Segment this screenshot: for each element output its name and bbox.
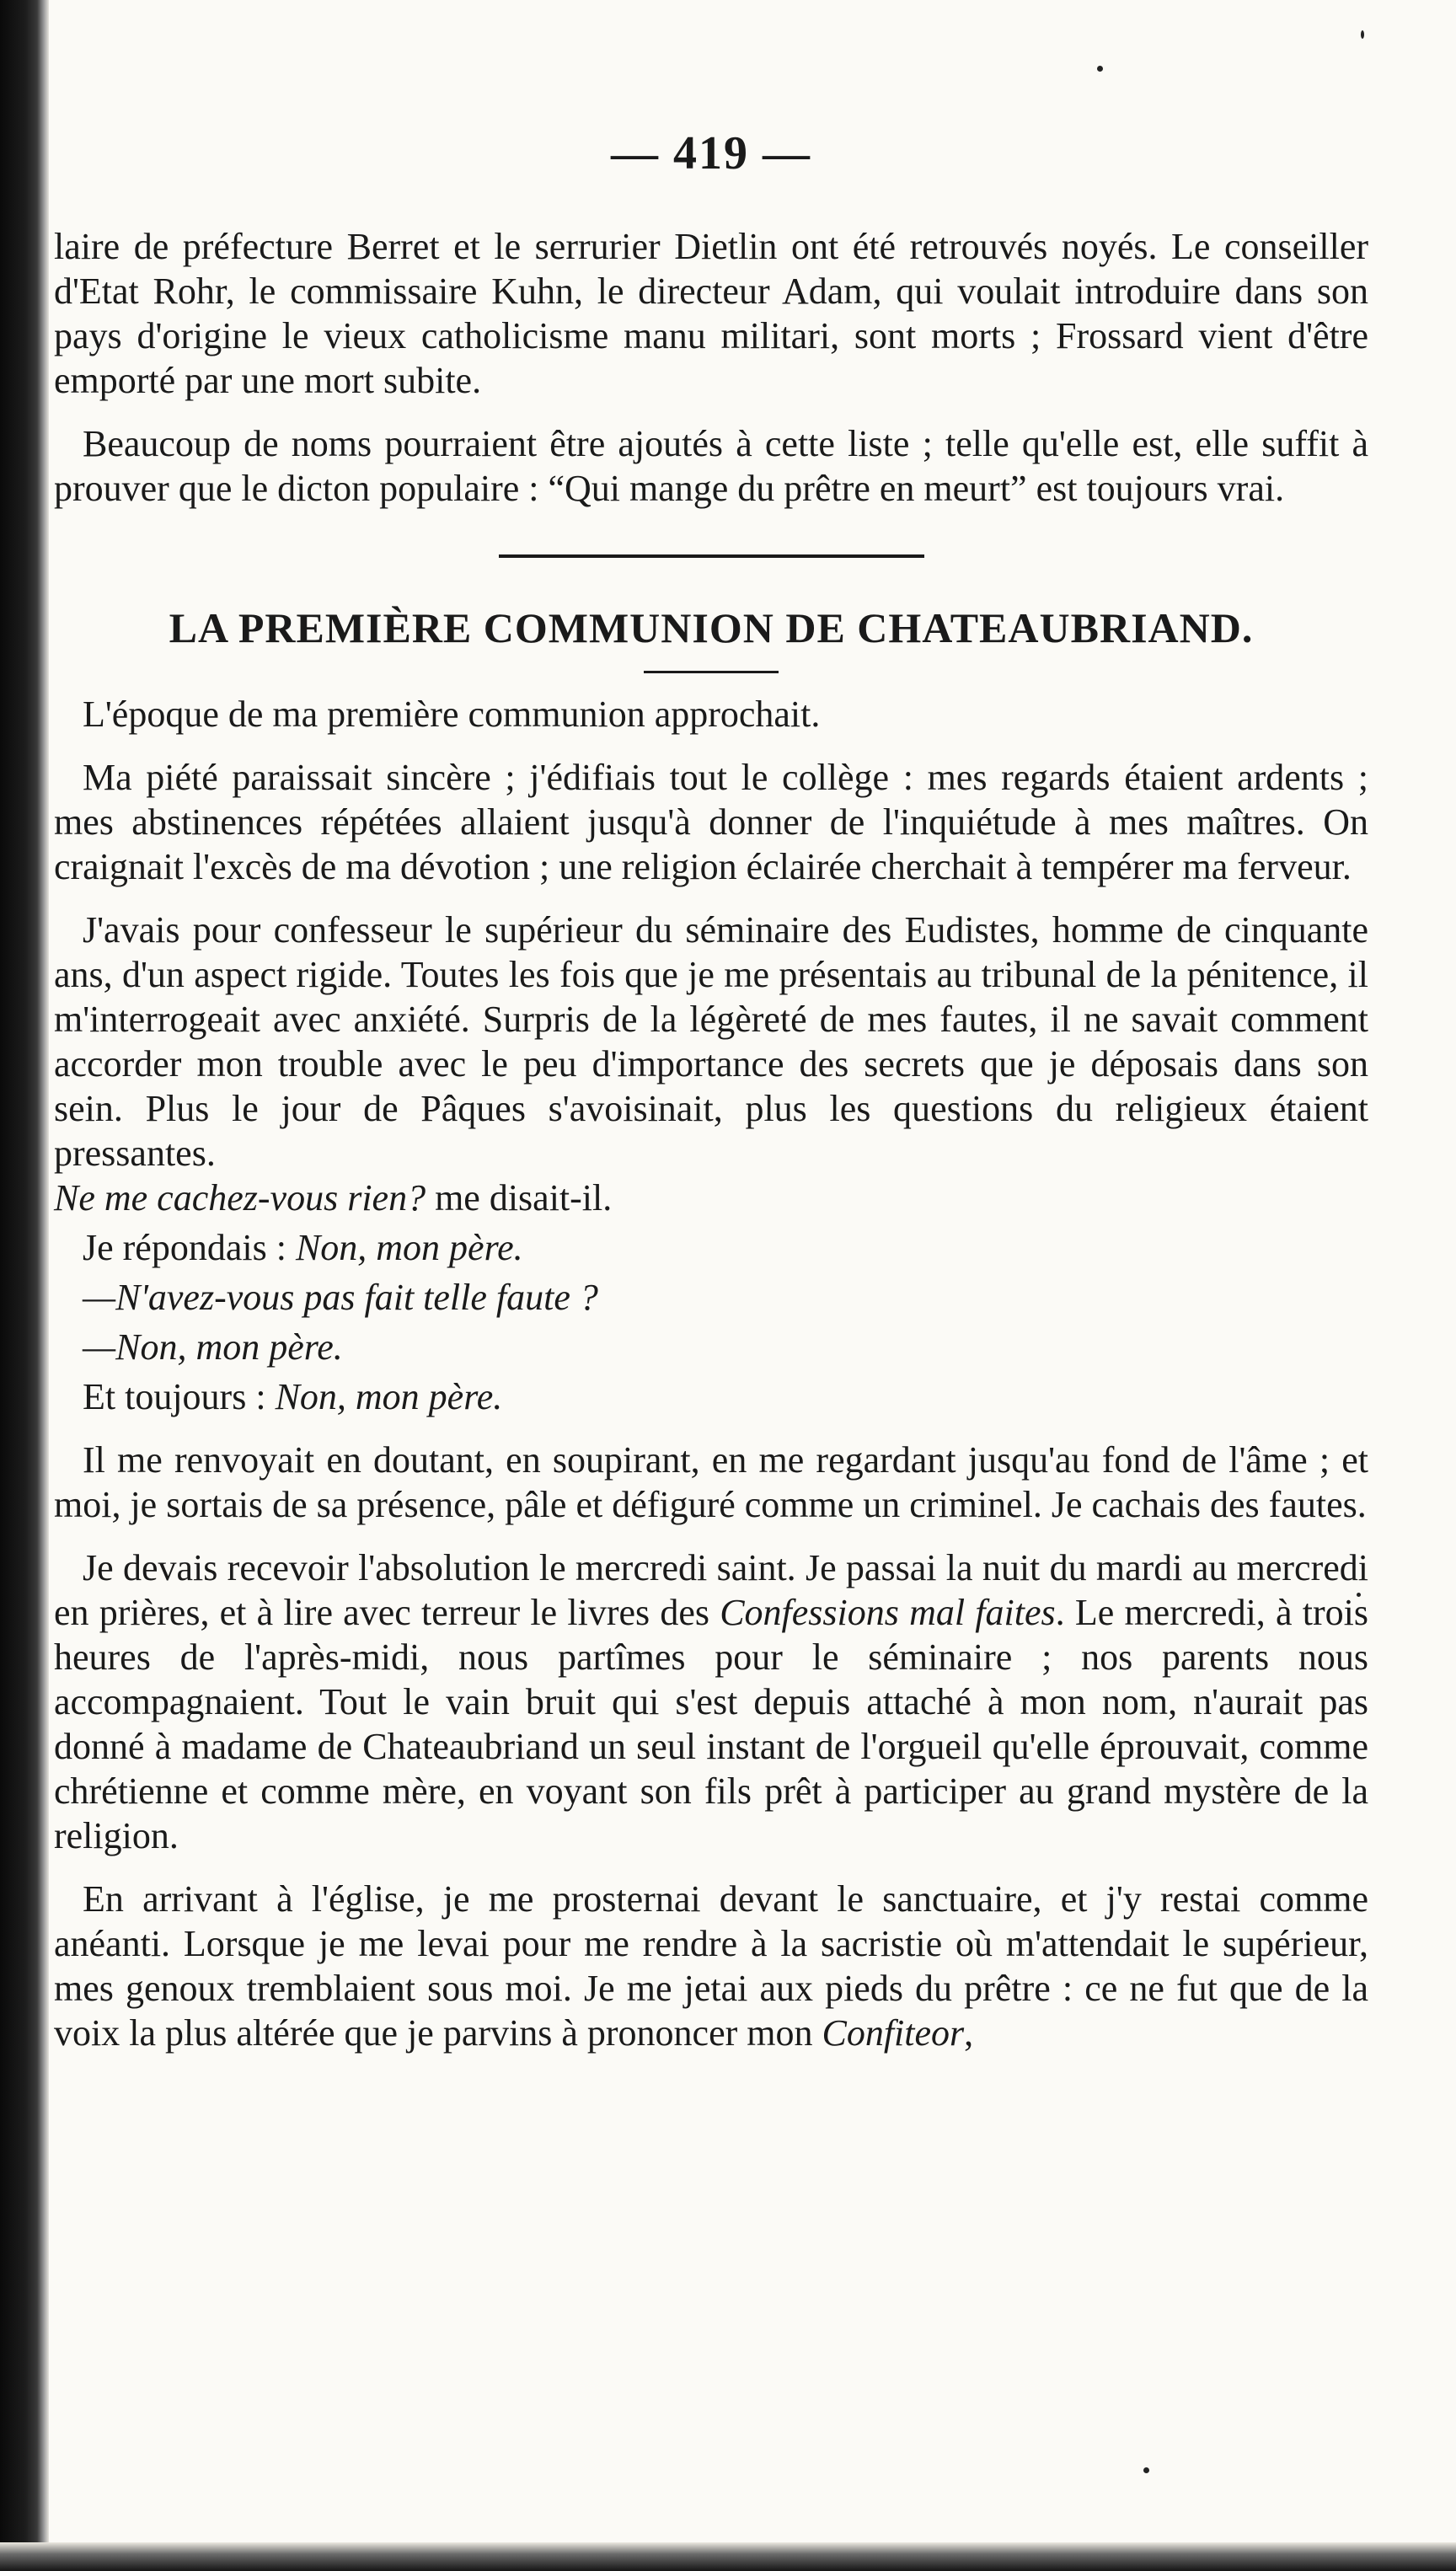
dialogue-line-1 [54,1225,1368,1270]
dialogue-line-1-text: Je répondais : [83,1227,296,1268]
paragraph-6 [54,1545,1368,1858]
dialogue-line-1-answer: Non, mon père. [295,1227,523,1268]
intro-paragraph-1: laire de préfecture Berret et le serrurier Dietlin ont été retrouvés noyés. Le conseiller d'Etat Rohr, le commissaire Kuhn, le directeur Adam, qui voulait introduire dans son pays d'origine le vieux catholicisme manu militari, sont morts ; Frossard vient d'être emporté par une mort subite. [54,226,1368,401]
ink-speck [1097,66,1103,72]
title-underline [644,671,779,673]
paragraph-3-question: Ne me cachez-vous rien? [54,1177,426,1219]
ink-speck [1143,2467,1149,2473]
paragraph-2: Ma piété paraissait sincère ; j'édifiais tout le collège : mes regards étaient ardents ; mes abstinences répétées allaient jusqu'à donner de l'inquiétude à mes maîtres. On craignait l'excès de ma dévotion ; une religion éclairée cherchait à tempérer ma ferveur. [54,757,1368,887]
paragraph-7-text-a: En arrivant à l'église, je me prosternai devant le sanctuaire, et j'y restai comme anéanti. Lorsque je me levai pour me rendre à la sacristie où m'attendait le supérieur, mes genoux tremblaient sous moi. Je me jetai aux pieds du prêtre : ce ne fut que de la voix la plus altérée que je parvins à prononcer mon [54,1878,1368,2054]
dialogue-line-3: —Non, mon père. [83,1326,343,1368]
dialogue-line-2: —N'avez-vous pas fait telle faute ? [83,1277,598,1318]
dialogue-line-4-answer: Non, mon père. [275,1376,503,1417]
page-number: — 419 — [611,127,811,179]
dialogue-line-4-text: Et toujours : [83,1376,276,1417]
paragraph-6-text-a: Je devais recevoir l'absolution le mercredi saint. Je passai la nuit du mardi au mercredi en prières, et à lire avec terreur le livres des [54,1547,1368,1633]
page-bottom-edge [0,2542,1456,2571]
paragraph-1: L'époque de ma première communion approchait. [83,694,821,735]
section-title: LA PREMIÈRE COMMUNION DE CHATEAUBRIAND. [169,604,1254,651]
section-divider [499,554,924,558]
paragraph-7-italic: Confiteor [822,2012,965,2054]
paragraph-6-italic: Confessions mal faites [720,1592,1056,1633]
dialogue-line-4 [54,1374,1368,1419]
paragraph-3 [54,908,1368,1220]
paragraph-7 [54,1877,1368,2055]
paragraph-7-text-b: , [964,2012,974,2054]
paragraph-5: Il me renvoyait en doutant, en soupirant, en me regardant jusqu'au fond de l'âme ; et moi, je sortais de sa présence, pâle et défiguré comme un criminel. Je cachais des fautes. [54,1439,1368,1525]
book-binding-edge [0,0,49,2571]
intro-paragraph-2: Beaucoup de noms pourraient être ajoutés à cette liste ; telle qu'elle est, elle suffit à prouver que le dicton populaire : “Qui mange du prêtre en meurt” est toujours vrai. [54,423,1368,509]
paragraph-3-said: me disait-il. [426,1177,613,1219]
document-page [54,126,1368,2074]
ink-speck [1361,30,1364,39]
paragraph-3-text: J'avais pour confesseur le supérieur du séminaire des Eudistes, homme de cinquante ans, d'un aspect rigide. Toutes les fois que je me présentais au tribunal de la pénitence, il m'interrogeait avec anxiété. Surpris de la légèreté de mes fautes, il ne savait comment accorder mon trouble avec le peu d'importance des secrets que je déposais dans son sein. Plus le jour de Pâques s'avoisinait, plus les questions du religieux étaient pressantes. [54,909,1368,1174]
paragraph-6-text-b: . Le mercredi, à trois heures de l'après-midi, nous partîmes pour le séminaire ; nos parents nous accompagnaient. Tout le vain bruit qui s'est depuis attaché à mon nom, n'aurait pas donné à madame de Chateaubriand un seul instant de l'orgueil qu'elle éprouvait, comme chrétienne et comme mère, en voyant son fils prêt à participer au grand mystère de la religion. [54,1592,1368,1856]
